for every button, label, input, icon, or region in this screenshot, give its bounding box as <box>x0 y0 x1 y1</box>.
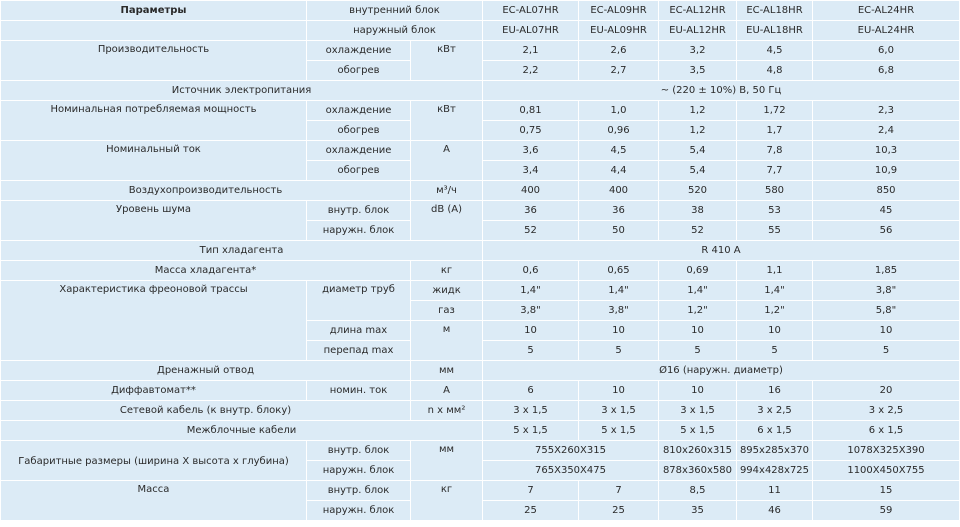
value-cell: 7,7 <box>737 161 813 181</box>
value-cell: 56 <box>813 221 960 241</box>
outdoor-model: EU-AL09HR <box>579 21 659 41</box>
parameters-header: Параметры <box>1 1 307 21</box>
value-cell: 50 <box>579 221 659 241</box>
interunit-cable-row <box>1 421 960 441</box>
value-cell: 38 <box>659 201 737 221</box>
value-cell: 1,2" <box>659 301 737 321</box>
value-cell: 7,8 <box>737 141 813 161</box>
value-cell: 4,4 <box>579 161 659 181</box>
value-cell: 2,4 <box>813 121 960 141</box>
dimensions-row <box>1 441 960 461</box>
value-cell: 16 <box>737 381 813 401</box>
value-cell: 1100X450X755 <box>813 461 960 481</box>
value-cell: 400 <box>579 181 659 201</box>
value-cell: 0,69 <box>659 261 737 281</box>
value-cell: 3,6 <box>483 141 579 161</box>
drain-value: Ø16 (наружн. диаметр) <box>483 361 960 381</box>
capacity-row <box>1 41 960 61</box>
unit-cell: м <box>411 321 483 361</box>
indoor-model: EC-AL07HR <box>483 1 579 21</box>
unit-cell: мм <box>411 361 483 381</box>
refrigerant-mass-label: Масса хладагента* <box>1 261 411 281</box>
interunit-cable-label: Межблочные кабели <box>1 421 483 441</box>
value-cell: 3 x 1,5 <box>483 401 579 421</box>
value-cell: 4,5 <box>579 141 659 161</box>
outdoor-label: наружн. блок <box>307 221 411 241</box>
value-cell: 10 <box>659 381 737 401</box>
value-cell: 10 <box>737 321 813 341</box>
max-drop-label: перепад max <box>307 341 411 361</box>
value-cell: 55 <box>737 221 813 241</box>
power-supply-row <box>1 81 960 101</box>
capacity-label: Производительность <box>1 41 307 81</box>
heating-label: обогрев <box>307 121 411 141</box>
value-cell: 1,1 <box>737 261 813 281</box>
value-cell: 1,0 <box>579 101 659 121</box>
value-cell: 1,7 <box>737 121 813 141</box>
refrigerant-type-value: R 410 A <box>483 241 960 261</box>
value-cell: 4,8 <box>737 61 813 81</box>
value-cell: 0,65 <box>579 261 659 281</box>
drain-label: Дренажный отвод <box>1 361 411 381</box>
value-cell: 994x428x725 <box>737 461 813 481</box>
header-row-indoor <box>1 1 960 21</box>
value-cell: 5,8" <box>813 301 960 321</box>
unit-cell: кг <box>411 481 483 521</box>
value-cell: 10,9 <box>813 161 960 181</box>
value-cell: 3,8" <box>813 281 960 301</box>
outdoor-unit-header: наружный блок <box>307 21 483 41</box>
value-cell: 1,72 <box>737 101 813 121</box>
value-cell: 1,4" <box>737 281 813 301</box>
value-cell: 6,8 <box>813 61 960 81</box>
power-supply-value: ~ (220 ± 10%) В, 50 Гц <box>483 81 960 101</box>
breaker-row <box>1 381 960 401</box>
value-cell: 10 <box>483 321 579 341</box>
rated-current-label: Номинальный ток <box>1 141 307 181</box>
power-cable-label: Сетевой кабель (к внутр. блоку) <box>1 401 411 421</box>
value-cell: 25 <box>579 501 659 521</box>
cooling-label: охлаждение <box>307 41 411 61</box>
max-length-label: длина max <box>307 321 411 341</box>
value-cell: 7 <box>483 481 579 501</box>
value-cell: 895x285x370 <box>737 441 813 461</box>
value-cell: 10 <box>813 321 960 341</box>
value-cell: 755X260X315 <box>483 441 659 461</box>
value-cell: 25 <box>483 501 579 521</box>
freon-line-label: Характеристика фреоновой трассы <box>1 281 307 361</box>
value-cell: 5,4 <box>659 161 737 181</box>
unit-cell: кВт <box>411 101 483 141</box>
value-cell: 1,2 <box>659 121 737 141</box>
rated-power-row <box>1 101 960 121</box>
value-cell: 52 <box>483 221 579 241</box>
outdoor-model: EU-AL12HR <box>659 21 737 41</box>
value-cell: 36 <box>483 201 579 221</box>
indoor-model: EC-AL18HR <box>737 1 813 21</box>
header-row-outdoor <box>1 21 960 41</box>
value-cell: 1078X325X390 <box>813 441 960 461</box>
indoor-model: EC-AL09HR <box>579 1 659 21</box>
liquid-label: жидк <box>411 281 483 301</box>
value-cell: 6,0 <box>813 41 960 61</box>
value-cell: 400 <box>483 181 579 201</box>
airflow-label: Воздухопроизводительность <box>1 181 411 201</box>
value-cell: 6 x 1,5 <box>813 421 960 441</box>
refrigerant-mass-row <box>1 261 960 281</box>
value-cell: 3,8" <box>483 301 579 321</box>
value-cell: 2,1 <box>483 41 579 61</box>
value-cell: 878x360x580 <box>659 461 737 481</box>
outdoor-label: наружн. блок <box>307 501 411 521</box>
value-cell: 5,4 <box>659 141 737 161</box>
breaker-label: Диффавтомат** <box>1 381 307 401</box>
value-cell: 36 <box>579 201 659 221</box>
value-cell: 3 x 2,5 <box>737 401 813 421</box>
heating-label: обогрев <box>307 61 411 81</box>
mass-row <box>1 481 960 501</box>
dimensions-label: Габаритные размеры (ширина X высота х глубина) <box>1 441 307 481</box>
noise-row <box>1 201 960 221</box>
value-cell: 580 <box>737 181 813 201</box>
value-cell: 3,4 <box>483 161 579 181</box>
value-cell: 1,4" <box>659 281 737 301</box>
value-cell: 10 <box>579 321 659 341</box>
value-cell: 20 <box>813 381 960 401</box>
rated-current-row <box>1 141 960 161</box>
airflow-row <box>1 181 960 201</box>
value-cell: 0,6 <box>483 261 579 281</box>
value-cell: 5 <box>737 341 813 361</box>
unit-cell: А <box>411 381 483 401</box>
value-cell: 6 <box>483 381 579 401</box>
value-cell: 0,75 <box>483 121 579 141</box>
power-cable-row <box>1 401 960 421</box>
value-cell: 5 <box>579 341 659 361</box>
value-cell: 2,2 <box>483 61 579 81</box>
value-cell: 0,81 <box>483 101 579 121</box>
blank-cell <box>1 21 307 41</box>
value-cell: 4,5 <box>737 41 813 61</box>
unit-cell: мм <box>411 441 483 481</box>
value-cell: 2,7 <box>579 61 659 81</box>
value-cell: 5 x 1,5 <box>659 421 737 441</box>
refrigerant-type-label: Тип хладагента <box>1 241 483 261</box>
unit-cell: А <box>411 141 483 181</box>
value-cell: 520 <box>659 181 737 201</box>
value-cell: 59 <box>813 501 960 521</box>
outdoor-model: EU-AL18HR <box>737 21 813 41</box>
heating-label: обогрев <box>307 161 411 181</box>
indoor-label: внутр. блок <box>307 201 411 221</box>
value-cell: 5 x 1,5 <box>483 421 579 441</box>
value-cell: 11 <box>737 481 813 501</box>
value-cell: 15 <box>813 481 960 501</box>
value-cell: 52 <box>659 221 737 241</box>
value-cell: 5 <box>813 341 960 361</box>
value-cell: 5 x 1,5 <box>579 421 659 441</box>
indoor-unit-header: внутренний блок <box>307 1 483 21</box>
value-cell: 46 <box>737 501 813 521</box>
pipe-diameter-label: диаметр труб <box>307 281 411 321</box>
value-cell: 10 <box>659 321 737 341</box>
indoor-model: EC-AL24HR <box>813 1 960 21</box>
cooling-label: охлаждение <box>307 101 411 121</box>
value-cell: 3 x 1,5 <box>579 401 659 421</box>
outdoor-model: EU-AL24HR <box>813 21 960 41</box>
drain-row <box>1 361 960 381</box>
mass-label: Масса <box>1 481 307 521</box>
power-supply-label: Источник электропитания <box>1 81 483 101</box>
value-cell: 1,4" <box>483 281 579 301</box>
unit-cell: dB (A) <box>411 201 483 241</box>
value-cell: 1,2 <box>659 101 737 121</box>
rated-current-sub-label: номин. ток <box>307 381 411 401</box>
value-cell: 1,2" <box>737 301 813 321</box>
value-cell: 5 <box>483 341 579 361</box>
unit-cell: кг <box>411 261 483 281</box>
value-cell: 35 <box>659 501 737 521</box>
value-cell: 850 <box>813 181 960 201</box>
value-cell: 1,4" <box>579 281 659 301</box>
value-cell: 765X350X475 <box>483 461 659 481</box>
value-cell: 3,8" <box>579 301 659 321</box>
value-cell: 45 <box>813 201 960 221</box>
value-cell: 53 <box>737 201 813 221</box>
unit-cell: м³/ч <box>411 181 483 201</box>
value-cell: 10 <box>579 381 659 401</box>
value-cell: 6 x 1,5 <box>737 421 813 441</box>
value-cell: 1,85 <box>813 261 960 281</box>
value-cell: 10,3 <box>813 141 960 161</box>
value-cell: 3 x 2,5 <box>813 401 960 421</box>
value-cell: 7 <box>579 481 659 501</box>
value-cell: 2,3 <box>813 101 960 121</box>
unit-cell: кВт <box>411 41 483 81</box>
rated-power-label: Номинальная потребляемая мощность <box>1 101 307 141</box>
gas-label: газ <box>411 301 483 321</box>
cooling-label: охлаждение <box>307 141 411 161</box>
indoor-model: EC-AL12HR <box>659 1 737 21</box>
outdoor-model: EU-AL07HR <box>483 21 579 41</box>
value-cell: 810x260x315 <box>659 441 737 461</box>
indoor-label: внутр. блок <box>307 481 411 501</box>
value-cell: 3,2 <box>659 41 737 61</box>
value-cell: 3 x 1,5 <box>659 401 737 421</box>
value-cell: 5 <box>659 341 737 361</box>
value-cell: 8,5 <box>659 481 737 501</box>
indoor-label: внутр. блок <box>307 441 411 461</box>
value-cell: 3,5 <box>659 61 737 81</box>
noise-label: Уровень шума <box>1 201 307 241</box>
freon-line-row <box>1 281 960 301</box>
unit-cell: n x мм² <box>411 401 483 421</box>
value-cell: 2,6 <box>579 41 659 61</box>
value-cell: 0,96 <box>579 121 659 141</box>
refrigerant-type-row <box>1 241 960 261</box>
outdoor-label: наружн. блок <box>307 461 411 481</box>
